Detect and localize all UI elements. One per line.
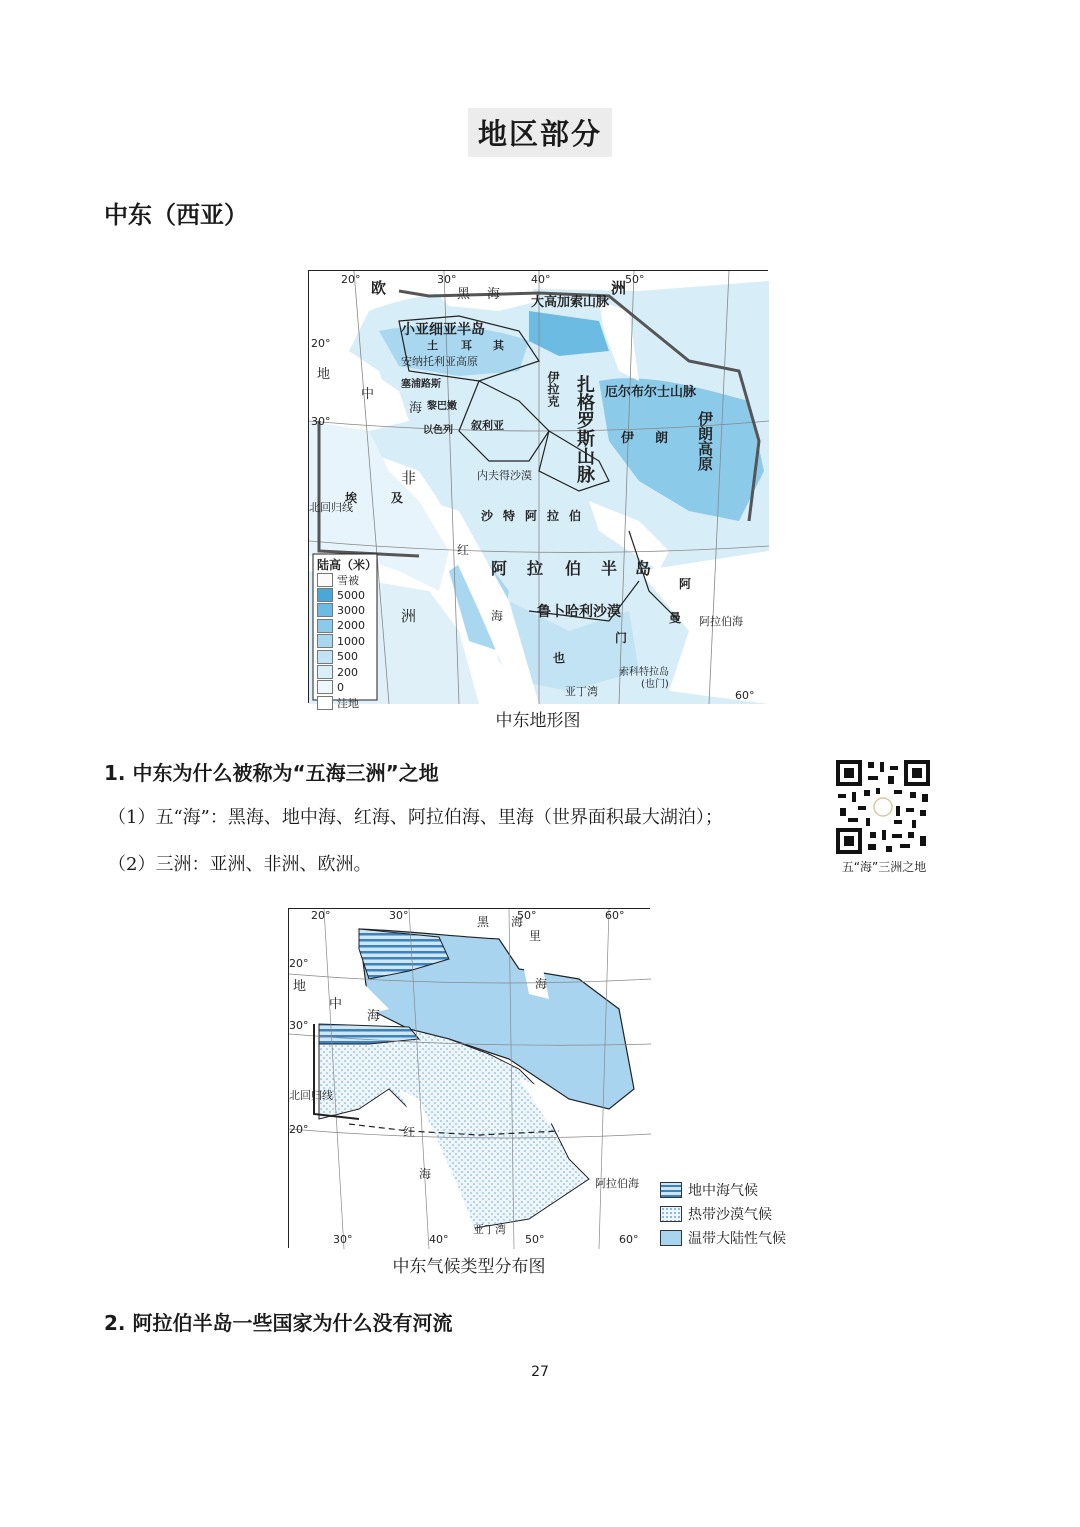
terrain-map-svg — [309, 271, 769, 704]
legend-row — [317, 618, 365, 633]
legend-label-continental: 温带大陆性气候 — [688, 1231, 786, 1247]
legend-swatch — [317, 588, 333, 602]
map1-med3-label: 海 — [409, 401, 423, 416]
legend-swatch-mediterranean — [660, 1182, 682, 1198]
map1-zagros-label: 扎格罗斯山脉 — [574, 375, 595, 483]
map1-legend-title: 陆高（米） — [317, 558, 378, 572]
map1-arabia3-label: 伯 — [565, 559, 582, 578]
map1-turkey3-label: 其 — [493, 339, 504, 352]
map1-black-sea-label: 黑 — [457, 287, 471, 302]
qr-code-graphic — [834, 758, 932, 856]
map1-africa-label: 非 — [401, 469, 417, 487]
map1-lon60-label: 60° — [735, 689, 755, 702]
map1-tropic-label: 北回归线 — [309, 501, 353, 514]
page-title — [0, 108, 1080, 157]
map1-syria-label: 叙利亚 — [471, 419, 504, 432]
map1-lon30-label: 30° — [437, 273, 457, 286]
legend-label: 2000 — [337, 619, 365, 633]
map1-arabian-sea-label: 阿拉伯海 — [699, 615, 743, 628]
legend-label: 200 — [337, 665, 358, 679]
map2-lon20-label: 20° — [311, 909, 331, 922]
map1-red-sea-label: 红 — [457, 543, 470, 557]
map1-arabia4-label: 半 — [601, 559, 618, 578]
map1-lon50-label: 50° — [625, 273, 645, 286]
map1-israel-label: 以色列 — [423, 425, 453, 436]
legend-label: 0 — [337, 680, 344, 694]
map1-europe2-label: 洲 — [611, 279, 627, 297]
map2-med2-label: 中 — [329, 997, 343, 1012]
map2-lon50-label: 50° — [517, 909, 537, 922]
map1-africa2-label: 洲 — [401, 607, 417, 625]
map1-red-sea2-label: 海 — [491, 609, 504, 623]
map1-lat20-label: 20° — [311, 337, 331, 350]
map1-europe-label: 欧 — [371, 279, 387, 297]
map1-black-sea2-label: 海 — [487, 287, 501, 302]
map2-caspian2-label: 海 — [535, 977, 548, 991]
map1-oman2-label: 曼 — [669, 611, 682, 625]
legend-label: 3000 — [337, 603, 365, 617]
map2-lat20-label: 20° — [289, 957, 309, 970]
map2-b60-label: 60° — [619, 1233, 639, 1246]
question-2-title: 2. 阿拉伯半岛一些国家为什么没有河流 — [104, 1311, 453, 1335]
map1-iran-label: 伊 — [621, 431, 635, 446]
climate-map-caption: 中东气候类型分布图 — [392, 1257, 546, 1277]
legend-label-mediterranean: 地中海气候 — [688, 1183, 758, 1199]
map1-iran-plateau-label: 伊朗高原 — [696, 411, 714, 471]
climate-map-svg — [289, 909, 651, 1249]
legend-label: 1000 — [337, 634, 365, 648]
map2-caspian-label: 里 — [529, 929, 542, 943]
legend-row — [317, 603, 365, 618]
section-title: 中东（西亚） — [104, 201, 248, 229]
map1-rub-label: 鲁卜哈利沙漠 — [537, 604, 621, 620]
legend-row — [317, 649, 365, 664]
legend-row — [317, 680, 365, 695]
legend-swatch-continental — [660, 1230, 682, 1246]
legend-swatch — [317, 634, 333, 648]
map1-med-label: 地 — [317, 367, 331, 382]
map1-turkey2-label: 耳 — [461, 339, 472, 352]
question-1-title: 1. 中东为什么被称为“五海三洲”之地 — [104, 761, 439, 785]
map1-egypt2-label: 及 — [391, 491, 404, 505]
terrain-map-caption: 中东地形图 — [495, 711, 581, 731]
map1-lat30-label: 30° — [311, 415, 331, 428]
map1-lon20-label: 20° — [341, 273, 361, 286]
map2-lat20s-label: 20° — [289, 1123, 309, 1136]
map2-black-sea2-label: 海 — [511, 915, 524, 929]
page-title-text: 地区部分 — [468, 108, 612, 157]
map1-anatolia-label: 安纳托利亚高原 — [401, 355, 478, 368]
map2-med-label: 地 — [293, 979, 307, 994]
map2-b40-label: 40° — [429, 1233, 449, 1246]
legend-swatch — [317, 665, 333, 679]
map2-red-label: 红 — [403, 1125, 416, 1139]
map2-aden-label: 亚丁湾 — [473, 1223, 506, 1236]
legend-swatch — [317, 680, 333, 694]
map1-oman-label: 阿 — [679, 577, 692, 591]
map2-lat30-label: 30° — [289, 1019, 309, 1032]
legend-row — [317, 572, 365, 587]
map2-tropic-label: 北回归线 — [289, 1089, 333, 1102]
legend-row — [317, 664, 365, 679]
map1-legend — [317, 572, 365, 711]
legend-swatch — [317, 650, 333, 664]
map2-b50-label: 50° — [525, 1233, 545, 1246]
qr-code-icon[interactable] — [834, 758, 932, 856]
legend-label: 雪被 — [337, 573, 359, 587]
map1-yemen-label: 也 — [553, 651, 566, 665]
legend-swatch — [317, 619, 333, 633]
map2-b30-label: 30° — [333, 1233, 353, 1246]
map1-med2-label: 中 — [361, 387, 375, 402]
climate-map — [288, 908, 650, 1248]
map1-egypt-label: 埃 — [345, 491, 358, 505]
map1-asia-minor-label: 小亚细亚半岛 — [401, 322, 485, 338]
legend-row — [317, 634, 365, 649]
legend-item-mediterranean — [660, 1178, 786, 1202]
map1-socotra-label: 索科特拉岛 — [619, 667, 669, 678]
map1-cyprus-label: 塞浦路斯 — [401, 379, 441, 390]
map1-socotra2-label: (也门) — [641, 679, 669, 690]
map2-red2-label: 海 — [419, 1167, 432, 1181]
map1-caucasus-label: 大高加索山脉 — [531, 295, 610, 310]
map1-arabia2-label: 拉 — [527, 559, 544, 578]
map1-turkey-label: 土 — [427, 339, 438, 352]
question-1-line-2: （2）三洲：亚洲、非洲、欧洲。 — [108, 854, 372, 875]
question-1-line-1: （1）五“海”：黑海、地中海、红海、阿拉伯海、里海（世界面积最大湖泊）； — [108, 807, 723, 828]
map1-lebanon-label: 黎巴嫩 — [427, 401, 457, 412]
map2-med3-label: 海 — [367, 1009, 381, 1024]
map1-iraq-label: 伊拉克 — [546, 371, 560, 407]
legend-label-desert: 热带沙漠气候 — [688, 1207, 772, 1223]
legend-item-desert — [660, 1202, 786, 1226]
map2-arabian-sea-label: 阿拉伯海 — [595, 1177, 639, 1190]
legend-label: 500 — [337, 650, 358, 664]
map1-nafud-label: 内夫得沙漠 — [477, 469, 532, 482]
map1-elburz-label: 厄尔布尔士山脉 — [605, 385, 697, 400]
map1-yemen2-label: 门 — [615, 631, 628, 645]
map1-lon40-label: 40° — [531, 273, 551, 286]
legend-row — [317, 587, 365, 602]
legend-swatch — [317, 573, 333, 587]
climate-legend — [660, 1178, 786, 1250]
legend-label: 5000 — [337, 588, 365, 602]
map2-lon30-label: 30° — [389, 909, 409, 922]
legend-swatch — [317, 603, 333, 617]
map1-saudi-label: 沙特阿拉伯 — [481, 509, 592, 523]
map2-black-sea-label: 黑 — [477, 915, 490, 929]
map2-lon60-label: 60° — [605, 909, 625, 922]
qr-code-caption: 五“海”三洲之地 — [841, 860, 927, 874]
map1-iran2-label: 朗 — [655, 431, 669, 446]
map1-arabia-label: 阿 — [491, 559, 508, 578]
page-number: 27 — [531, 1364, 549, 1380]
legend-item-continental — [660, 1226, 786, 1250]
map1-arabia5-label: 岛 — [635, 559, 652, 578]
map1-aden-label: 亚丁湾 — [565, 685, 598, 698]
legend-swatch-desert — [660, 1206, 682, 1222]
terrain-map — [308, 270, 768, 710]
legend-label: 洼地 — [337, 696, 359, 710]
